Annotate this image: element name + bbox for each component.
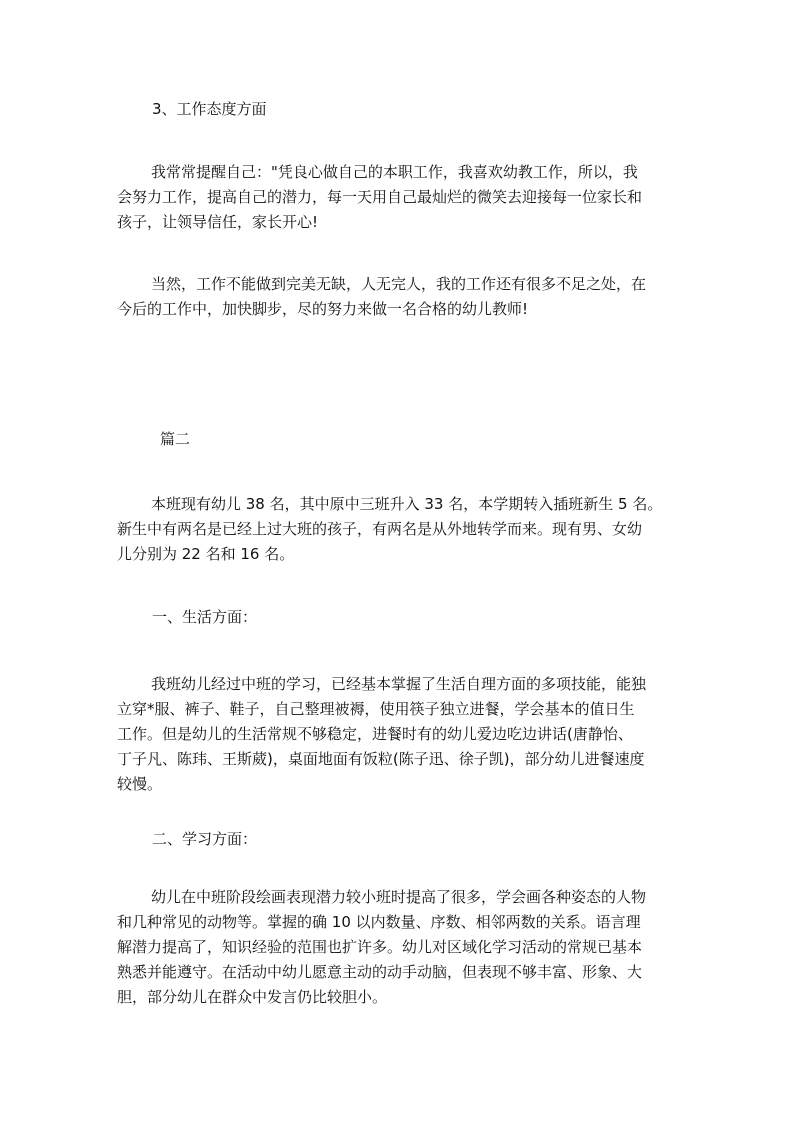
paragraph-line: 我班幼儿经过中班的学习，已经基本掌握了生活自理方面的多项技能，能独 — [151, 675, 647, 693]
paragraph-line: 幼儿在中班阶段绘画表现潜力较小班时提高了很多，学会画各种姿态的人物 — [151, 888, 647, 906]
paragraph-line: 会努力工作，提高自己的潜力，每一天用自己最灿烂的微笑去迎接每一位家长和 — [117, 188, 643, 206]
paragraph-line: 我常常提醒自己："凭良心做自己的本职工作，我喜欢幼教工作，所以，我 — [151, 163, 638, 181]
paragraph-line: 今后的工作中，加快脚步，尽的努力来做一名合格的幼儿教师! — [117, 300, 529, 318]
paragraph-line: 工作。但是幼儿的生活常规不够稳定，进餐时有的幼儿爱边吃边讲话(唐静怡、 — [117, 725, 633, 743]
paragraph-line: 本班现有幼儿 38 名，其中原中三班升入 33 名，本学期转入插班新生 5 名。 — [151, 495, 663, 513]
paragraph-line: 丁子凡、陈玮、王斯葳)，桌面地面有饭粒(陈子迅、徐子凯)，部分幼儿进餐速度 — [117, 750, 645, 768]
paragraph-line: 孩子，让领导信任，家长开心! — [117, 213, 319, 231]
paragraph-line: 儿分别为 22 名和 16 名。 — [117, 545, 295, 563]
paragraph-line: 较慢。 — [117, 775, 163, 793]
paragraph-line: 胆，部分幼儿在群众中发言仍比较胆小。 — [117, 988, 388, 1006]
paragraph-line: 立穿*服、裤子、鞋子，自己整理被褥，使用筷子独立进餐，学会基本的值日生 — [117, 700, 635, 718]
paragraph-line: 新生中有两名是已经上过大班的孩子，有两名是从外地转学而来。现有男、女幼 — [117, 520, 643, 538]
section-heading-work-attitude: 3、工作态度方面 — [152, 100, 267, 118]
paragraph-line: 解潜力提高了，知识经验的范围也扩许多。幼儿对区域化学习活动的常规已基本 — [117, 938, 643, 956]
section-heading-life: 一、生活方面： — [152, 608, 258, 626]
part-two-heading: 篇二 — [160, 430, 191, 448]
paragraph-life-skills — [117, 672, 682, 797]
paragraph-shortcomings — [117, 272, 682, 322]
paragraph-self-reminder — [117, 160, 682, 235]
paragraph-line: 当然，工作不能做到完美无缺，人无完人，我的工作还有很多不足之处，在 — [151, 275, 647, 293]
paragraph-study-progress — [117, 885, 682, 1010]
section-heading-study: 二、学习方面： — [152, 830, 258, 848]
paragraph-line: 和几种常见的动物等。掌握的确 10 以内数量、序数、相邻两数的关系。语言理 — [117, 913, 641, 931]
paragraph-class-overview — [117, 492, 682, 567]
paragraph-line: 熟悉并能遵守。在活动中幼儿愿意主动的动手动脑，但表现不够丰富、形象、大 — [117, 963, 643, 981]
